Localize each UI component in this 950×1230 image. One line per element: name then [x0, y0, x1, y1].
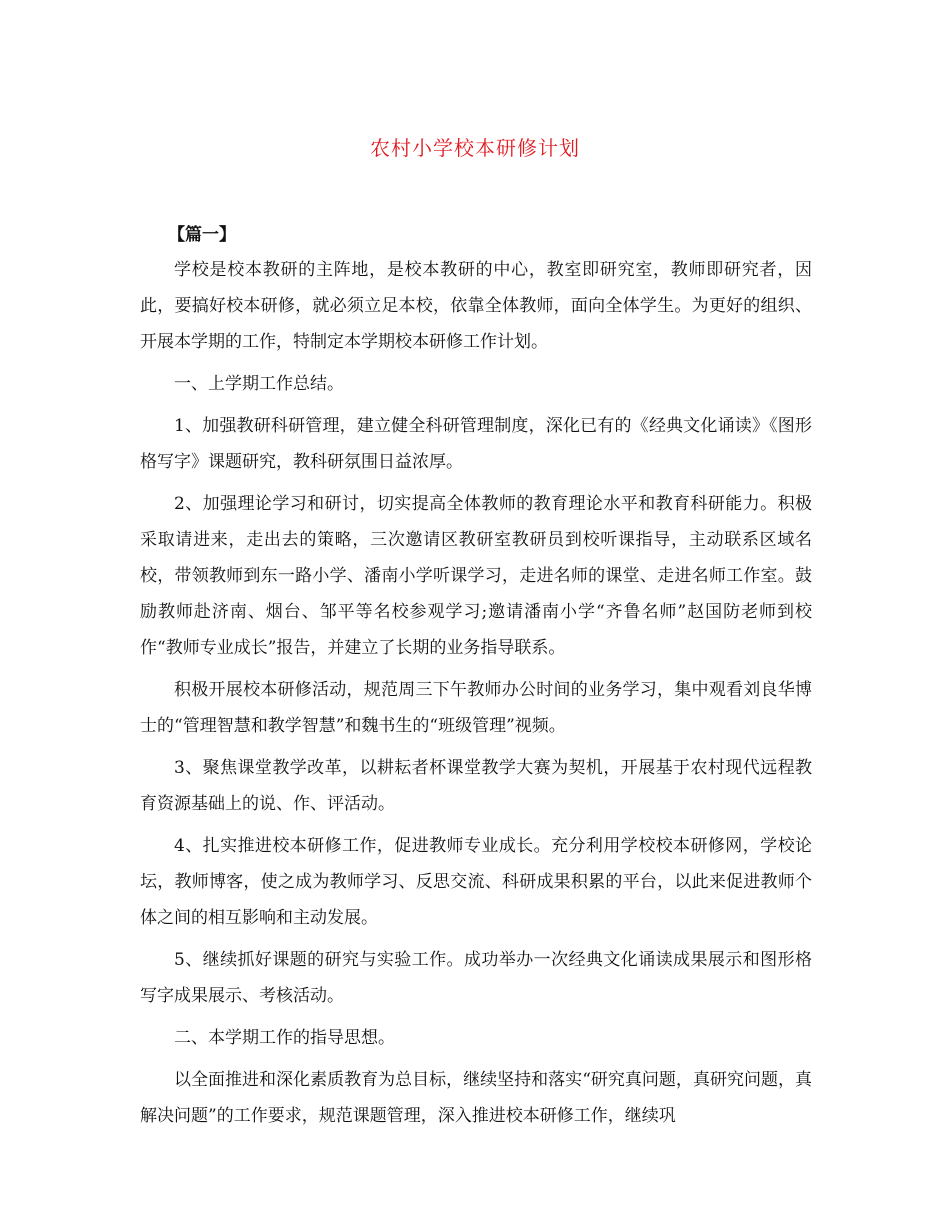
paragraph: 2、加强理论学习和研讨，切实提高全体教师的教育理论水平和教育科研能力。积极采取请进来，走出去的策略，三次邀请区教研室教研员到校听课指导，主动联系区域名校，带领教师到东一路小学、潘南小学听课学习，走进名师的课堂、走进名师工作室。鼓励教师赴济南、烟台、邹平等名校参观学习;邀请潘南小学“齐鲁名师”赵国防老师到校作“教师专业成长”报告，并建立了长期的业务指导联系。	[140, 494, 812, 658]
paragraph: 一、上学期工作总结。	[174, 374, 344, 394]
paragraph: 1、加强教研科研管理，建立健全科研管理制度，深化已有的《经典文化诵读》《图形格写字》课题研究，教科研氛围日益浓厚。	[140, 416, 812, 472]
paragraph: 学校是校本教研的主阵地，是校本教研的中心，教室即研究室，教师即研究者，因此，要搞好校本研修，就必须立足本校，依靠全体教师，面向全体学生。为更好的组织、开展本学期的工作，特制定本学期校本研修工作计划。	[140, 260, 812, 352]
paragraph: 4、扎实推进校本研修工作，促进教师专业成长。充分利用学校校本研修网，学校论坛，教师博客，使之成为教师学习、反思交流、科研成果积累的平台，以此来促进教师个体之间的相互影响和主动发展。	[140, 836, 812, 928]
paragraph: 5、继续抓好课题的研究与实验工作。成功举办一次经典文化诵读成果展示和图形格写字成果展示、考核活动。	[140, 950, 812, 1006]
document-body	[140, 252, 812, 1140]
document-title: 农村小学校本研修计划	[370, 136, 580, 160]
paragraph: 以全面推进和深化素质教育为总目标，继续坚持和落实“研究真问题，真研究问题，真解决问题”的工作要求，规范课题管理，深入推进校本研修工作，继续巩	[140, 1070, 812, 1126]
paragraph: 积极开展校本研修活动，规范周三下午教师办公时间的业务学习，集中观看刘良华博士的“管理智慧和教学智慧”和魏书生的“班级管理”视频。	[140, 680, 812, 736]
paragraph: 二、本学期工作的指导思想。	[174, 1028, 395, 1048]
section-label: 【篇一】	[168, 225, 236, 245]
paragraph: 3、聚焦课堂教学改革，以耕耘者杯课堂教学大赛为契机，开展基于农村现代远程教育资源基础上的说、作、评活动。	[140, 758, 812, 814]
